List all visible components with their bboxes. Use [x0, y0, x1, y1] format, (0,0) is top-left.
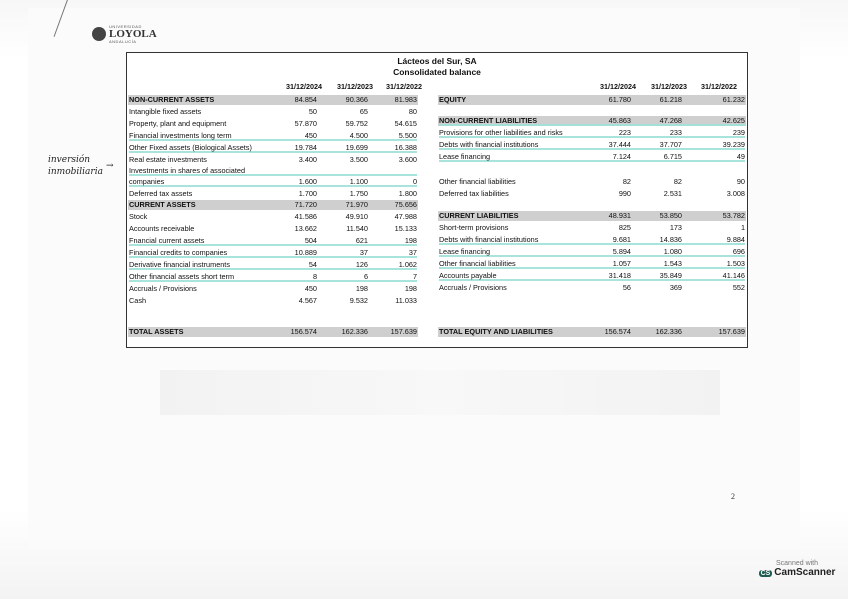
value-cell: 61.780 [608, 95, 631, 104]
value-cell: 13.662 [294, 224, 317, 233]
scanner-watermark [757, 560, 837, 578]
value-cell: 41.146 [722, 271, 745, 280]
value-cell: 126 [355, 260, 368, 269]
value-cell: 1.080 [663, 247, 682, 256]
row-label: Debts with financial institutions [439, 140, 539, 149]
page-number: 2 [731, 492, 735, 501]
row-label: Derivative financial instruments [129, 260, 230, 269]
value-cell: 6 [363, 272, 368, 281]
value-cell: 9.681 [612, 235, 631, 244]
row-label: Financial investments long term [129, 131, 232, 140]
row-label: Real estate investments [129, 155, 207, 164]
value-cell: 198 [404, 236, 417, 245]
value-cell: 157.639 [718, 327, 745, 336]
row-label: Fnancial current assets [129, 236, 205, 245]
value-cell: 1 [740, 223, 745, 232]
row-label: Intangible fixed assets [129, 107, 202, 116]
value-cell: 1.503 [726, 259, 745, 268]
value-cell: 162.336 [655, 327, 682, 336]
value-cell: 54 [308, 260, 317, 269]
row-label: CURRENT LIABILITIES [439, 211, 519, 220]
value-cell: 53.782 [722, 211, 745, 220]
balance-sheet-table [126, 52, 748, 348]
value-cell: 11.540 [346, 224, 368, 233]
handwritten-note-line1: inversión [48, 155, 91, 165]
right-date-2022: 31/12/2022 [701, 82, 737, 91]
value-cell: 84.854 [294, 95, 317, 104]
value-cell: 81.983 [394, 95, 417, 104]
logo-top-text: UNIVERSIDAD [109, 24, 142, 29]
value-cell: 35.849 [659, 271, 682, 280]
value-cell: 48.931 [608, 211, 631, 220]
value-cell: 1.062 [398, 260, 417, 269]
scanner-brand: CamScanner [774, 567, 836, 578]
value-cell: 0 [412, 177, 417, 186]
row-label: Accruals / Provisions [129, 284, 197, 293]
value-cell: 75.656 [394, 200, 417, 209]
value-cell: 7.124 [612, 152, 631, 161]
value-cell: 65 [359, 107, 368, 116]
value-cell: 50 [308, 107, 317, 116]
row-label: Other financial assets short term [129, 272, 235, 281]
value-cell: 1.100 [349, 177, 368, 186]
value-cell: 1.057 [612, 259, 631, 268]
row-label: Provisions for other liabilities and risks [439, 128, 563, 137]
row-label: Accounts payable [439, 271, 497, 280]
value-cell: 450 [304, 284, 317, 293]
row-label: Short-term provisions [439, 223, 509, 232]
camscanner-icon: CS [760, 570, 771, 577]
row-label: Financial credits to companies [129, 248, 228, 257]
university-logo [92, 24, 157, 44]
value-cell: 56 [622, 283, 631, 292]
logo-icon [92, 27, 106, 41]
faded-bleedthrough [160, 370, 720, 415]
value-cell: 47.268 [659, 116, 682, 125]
value-cell: 621 [355, 236, 368, 245]
value-cell: 6.715 [663, 152, 682, 161]
row-label: Other financial liabilities [439, 259, 516, 268]
row-label: Deferred tax assets [129, 189, 193, 198]
value-cell: 14.836 [659, 235, 682, 244]
value-cell: 71.720 [294, 200, 317, 209]
value-cell: 1.700 [298, 189, 317, 198]
row-label: Lease financing [439, 152, 491, 161]
value-cell: 7 [412, 272, 417, 281]
value-cell: 49 [736, 152, 745, 161]
row-label: NON-CURRENT LIABILITIES [439, 116, 538, 125]
right-date-2024: 31/12/2024 [600, 82, 636, 91]
row-label: Property, plant and equipment [129, 119, 227, 128]
value-cell: 156.574 [290, 327, 317, 336]
value-cell: 45.863 [608, 116, 631, 125]
value-cell: 82 [673, 177, 682, 186]
value-cell: 41.586 [294, 212, 317, 221]
value-cell: 198 [404, 284, 417, 293]
right-date-2023: 31/12/2023 [651, 82, 687, 91]
value-cell: 57.870 [294, 119, 317, 128]
handwritten-note-line2: inmobiliaria [48, 167, 103, 177]
value-cell: 1.750 [349, 189, 368, 198]
row-label: Other Fixed assets (Biological Assets) [129, 143, 252, 152]
value-cell: 11.033 [395, 296, 417, 305]
row-label: Lease financing [439, 247, 491, 256]
value-cell: 47.988 [394, 212, 417, 221]
row-label: CURRENT ASSETS [129, 200, 196, 209]
row-label: Investments in shares of associated [129, 166, 245, 175]
value-cell: 3.500 [349, 155, 368, 164]
value-cell: 239 [732, 128, 745, 137]
value-cell: 3.008 [726, 189, 745, 198]
value-cell: 552 [732, 283, 745, 292]
value-cell: 1.543 [663, 259, 682, 268]
value-cell: 61.232 [722, 95, 745, 104]
row-label: Accounts receivable [129, 224, 195, 233]
row-label: Debts with financial institutions [439, 235, 539, 244]
value-cell: 825 [618, 223, 631, 232]
value-cell: 80 [408, 107, 417, 116]
sheet-subtitle: Consolidated balance [393, 67, 481, 77]
row-label: Deferred tax liabilities [439, 189, 509, 198]
value-cell: 10.889 [294, 248, 317, 257]
value-cell: 49.910 [345, 212, 368, 221]
row-label: companies [129, 177, 165, 186]
row-label: TOTAL ASSETS [129, 327, 184, 336]
value-cell: 9.884 [726, 235, 745, 244]
value-cell: 82 [622, 177, 631, 186]
left-date-2024: 31/12/2024 [286, 82, 322, 91]
value-cell: 5.894 [612, 247, 631, 256]
value-cell: 369 [669, 283, 682, 292]
value-cell: 4.500 [349, 131, 368, 140]
value-cell: 71.970 [345, 200, 368, 209]
row-label: NON-CURRENT ASSETS [129, 95, 215, 104]
value-cell: 156.574 [604, 327, 631, 336]
value-cell: 59.752 [345, 119, 368, 128]
logo-name: LOYOLA [109, 28, 157, 40]
value-cell: 696 [732, 247, 745, 256]
value-cell: 3.400 [298, 155, 317, 164]
value-cell: 37.444 [608, 140, 631, 149]
value-cell: 990 [618, 189, 631, 198]
left-date-2023: 31/12/2023 [337, 82, 373, 91]
value-cell: 37 [408, 248, 417, 257]
value-cell: 90.366 [345, 95, 368, 104]
value-cell: 31.418 [608, 271, 631, 280]
scanner-caption: Scanned with [775, 560, 819, 567]
value-cell: 53.850 [659, 211, 682, 220]
value-cell: 162.336 [341, 327, 368, 336]
value-cell: 16.388 [394, 143, 417, 152]
value-cell: 504 [304, 236, 317, 245]
value-cell: 450 [304, 131, 317, 140]
value-cell: 223 [618, 128, 631, 137]
company-title: Lácteos del Sur, SA [397, 56, 477, 66]
value-cell: 3.600 [398, 155, 417, 164]
value-cell: 173 [669, 223, 682, 232]
value-cell: 4.567 [298, 296, 317, 305]
value-cell: 61.218 [659, 95, 682, 104]
row-label: TOTAL EQUITY AND LIABILITIES [439, 327, 553, 336]
value-cell: 9.532 [349, 296, 368, 305]
row-label: Other financial liabilities [439, 177, 516, 186]
row-label: Stock [129, 212, 148, 221]
row-label: EQUITY [439, 95, 467, 104]
value-cell: 1.800 [398, 189, 417, 198]
value-cell: 37.707 [659, 140, 682, 149]
value-cell: 42.625 [722, 116, 745, 125]
value-cell: 198 [355, 284, 368, 293]
value-cell: 54.615 [394, 119, 417, 128]
value-cell: 1.600 [298, 177, 317, 186]
value-cell: 90 [736, 177, 745, 186]
value-cell: 5.500 [398, 131, 417, 140]
value-cell: 2.531 [663, 189, 682, 198]
logo-bottom-text: ANDALUCÍA [109, 39, 137, 44]
scanner-brand-line [757, 567, 837, 578]
value-cell: 157.639 [390, 327, 417, 336]
value-cell: 37 [359, 248, 368, 257]
value-cell: 15.133 [394, 224, 417, 233]
value-cell: 233 [669, 128, 682, 137]
arrow-icon: → [106, 161, 114, 171]
row-label: Accruals / Provisions [439, 283, 507, 292]
value-cell: 39.239 [722, 140, 745, 149]
row-label: Cash [129, 296, 147, 305]
value-cell: 8 [312, 272, 317, 281]
value-cell: 19.784 [294, 143, 317, 152]
left-date-2022: 31/12/2022 [386, 82, 422, 91]
value-cell: 19.699 [345, 143, 368, 152]
